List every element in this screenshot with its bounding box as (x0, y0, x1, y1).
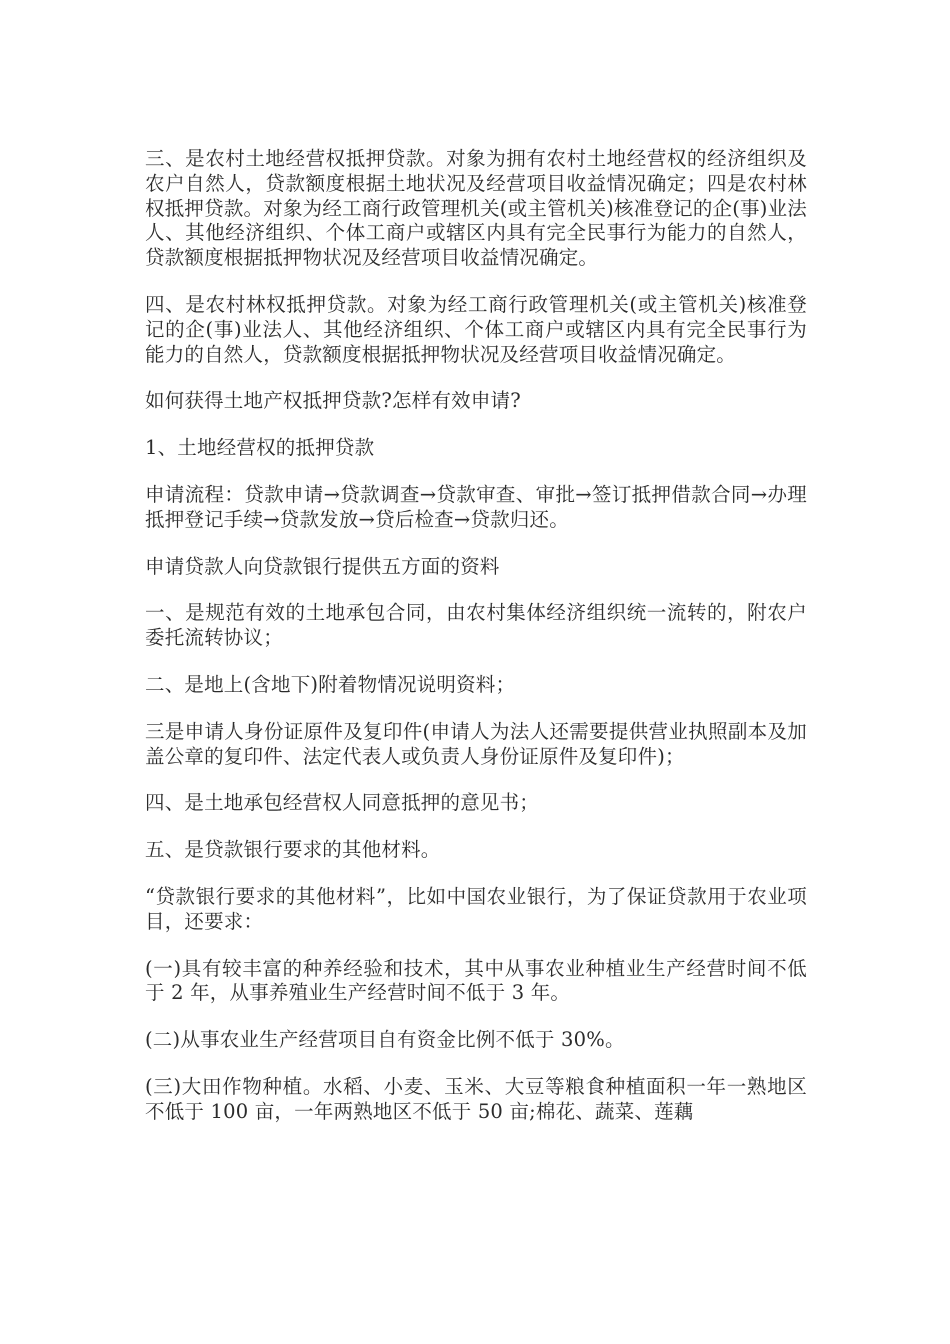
list-item-material-2: 二、是地上(含地下)附着物情况说明资料； (145, 672, 516, 696)
question-heading: 如何获得土地产权抵押贷款?怎样有效申请? (145, 389, 521, 413)
list-item-requirement-2: (二)从事农业生产经营项目自有资金比例不低于 30%。 (145, 1028, 625, 1052)
list-item-material-5: 五、是贷款银行要求的其他材料。 (145, 838, 441, 862)
list-item-requirement-3: (三)大田作物种植。水稻、小麦、玉米、大豆等粮食种植面积一年一熟地区不低于 100 亩，一年两熟地区不低于 50 亩;棉花、蔬菜、莲藕 (145, 1074, 807, 1123)
document-body (145, 147, 807, 1125)
paragraph-bank-requirements: “贷款银行要求的其他材料”，比如中国农业银行，为了保证贷款用于农业项目，还要求： (145, 884, 807, 933)
paragraph-application-process: 申请流程：贷款申请→贷款调查→贷款审查、审批→签订抵押借款合同→办理抵押登记手续→贷款发放→贷后检查→贷款归还。 (145, 482, 807, 531)
list-item-requirement-1: (一)具有较丰富的种养经验和技术，其中从事农业种植业生产经营时间不低于 2 年，从事养殖业生产经营时间不低于 3 年。 (145, 956, 807, 1005)
paragraph-forest-right-mortgage: 四、是农村林权抵押贷款。对象为经工商行政管理机关(或主管机关)核准登记的企(事)业法人、其他经济组织、个体工商户或辖区内具有完全民事行为能力的自然人，贷款额度根据抵押物状况及经营项目收益情况确定。 (145, 292, 807, 366)
paragraph-land-mortgage-and-forest-right: 三、是农村土地经营权抵押贷款。对象为拥有农村土地经营权的经济组织及农户自然人，贷款额度根据土地状况及经营项目收益情况确定；四是农村林权抵押贷款。对象为经工商行政管理机关(或主管机关)核准登记的企(事)业法人、其他经济组织、个体工商户或辖区内具有完全民事行为能力的自然人，贷款额度根据抵押物状况及经营项目收益情况确定。 (145, 147, 807, 270)
list-item-material-1: 一、是规范有效的土地承包合同，由农村集体经济组织统一流转的，附农户委托流转协议； (145, 601, 807, 650)
paragraph-materials-intro: 申请贷款人向贷款银行提供五方面的资料 (145, 554, 500, 578)
list-item-material-4: 四、是土地承包经营权人同意抵押的意见书； (145, 791, 540, 815)
list-item-material-3: 三是申请人身份证原件及复印件(申请人为法人还需要提供营业执照副本及加盖公章的复印件、法定代表人或负责人身份证原件及复印件)； (145, 719, 807, 768)
section-heading-land-loan: 1、土地经营权的抵押贷款 (145, 436, 375, 460)
